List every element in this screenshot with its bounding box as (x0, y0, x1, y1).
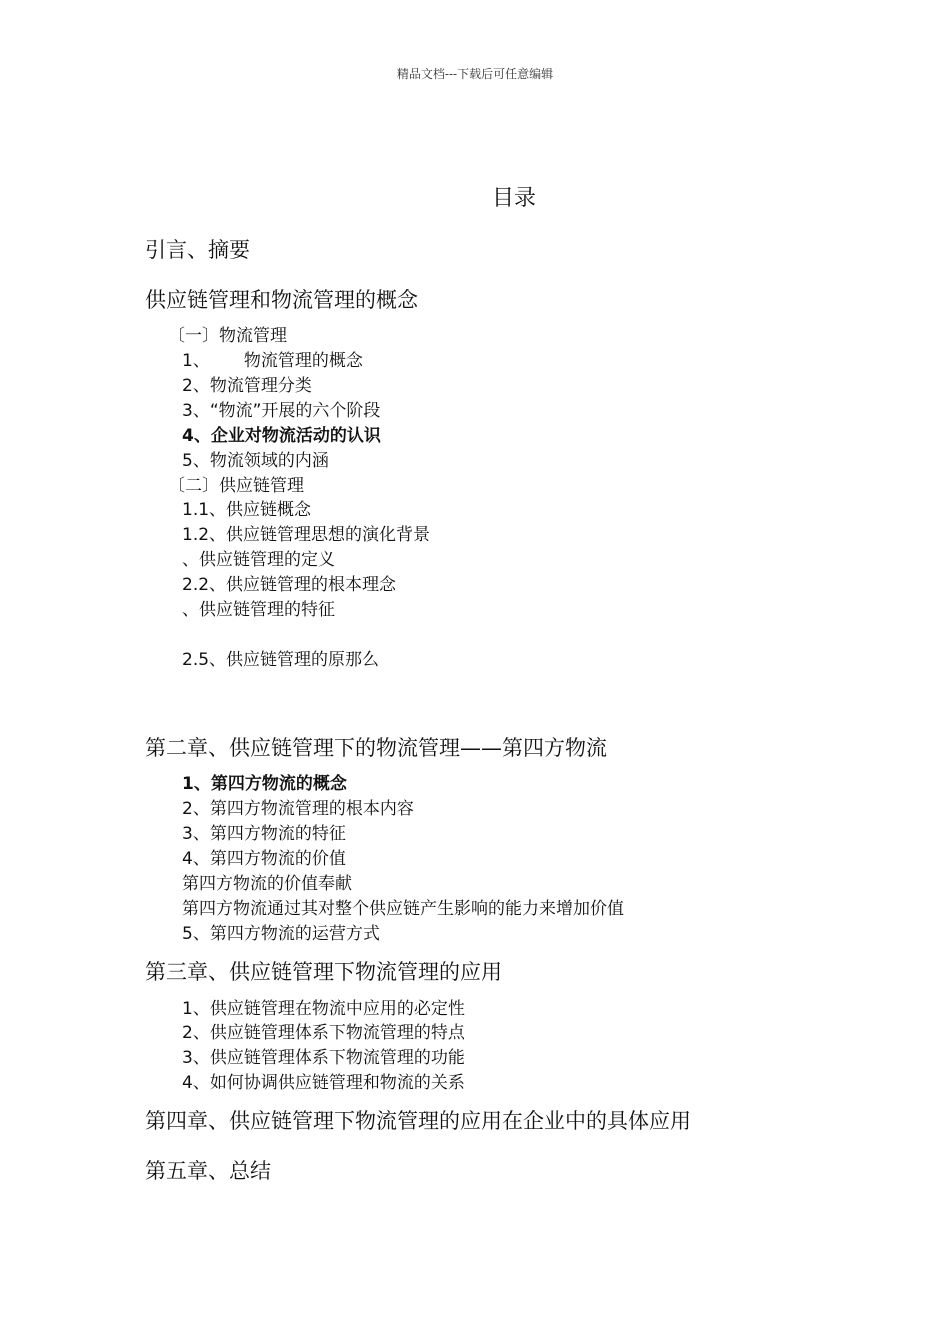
toc-item: 1、供应链管理在物流中应用的必定性 (182, 999, 465, 1019)
toc-item: 2、第四方物流管理的根本内容 (182, 799, 414, 819)
toc-item: 1、第四方物流的概念 (182, 774, 347, 794)
toc-item-number: 1、 (182, 351, 210, 371)
toc-intro: 引言、摘要 (145, 238, 250, 262)
toc-item: 1.1、供应链概念 (182, 500, 312, 520)
toc-item: 5、第四方物流的运营方式 (182, 924, 380, 944)
toc-item: 2、物流管理分类 (182, 376, 312, 396)
toc-item: 1.2、供应链管理思想的演化背景 (182, 525, 431, 545)
toc-item: 、供应链管理的定义 (182, 550, 335, 570)
toc-item: 5、物流领域的内涵 (182, 451, 329, 471)
toc-section-1: 〔一〕物流管理 (168, 326, 287, 346)
toc-chapter-5: 第五章、总结 (145, 1159, 271, 1183)
toc-item (182, 353, 363, 370)
toc-item: 4、如何协调供应链管理和物流的关系 (182, 1073, 465, 1093)
toc-item: 3、供应链管理体系下物流管理的功能 (182, 1048, 465, 1068)
toc-chapter-2: 第二章、供应链管理下的物流管理——第四方物流 (145, 736, 607, 760)
toc-item: 4、企业对物流活动的认识 (182, 426, 381, 446)
toc-chapter-3: 第三章、供应链管理下物流管理的应用 (145, 960, 502, 984)
toc-item-text: 物流管理的概念 (243, 351, 363, 371)
toc-item: 、供应链管理的特征 (182, 600, 335, 620)
toc-section-2: 〔二〕供应链管理 (168, 476, 304, 496)
toc-item: 3、第四方物流的特征 (182, 824, 346, 844)
toc-item: 第四方物流通过其对整个供应链产生影响的能力来增加价值 (182, 899, 624, 919)
toc-chapter-1: 供应链管理和物流管理的概念 (145, 288, 418, 312)
toc-item: 3、“物流”开展的六个阶段 (182, 401, 381, 421)
toc-chapter-4: 第四章、供应链管理下物流管理的应用在企业中的具体应用 (145, 1109, 691, 1133)
toc-item: 2.5、供应链管理的原那么 (182, 650, 380, 670)
page-header: 精品文档---下载后可任意编辑 (396, 67, 554, 81)
toc-item: 2.2、供应链管理的根本理念 (182, 575, 397, 595)
toc-item: 第四方物流的价值奉献 (182, 874, 352, 894)
toc-item: 2、供应链管理体系下物流管理的特点 (182, 1023, 465, 1043)
page-title: 目录 (491, 186, 536, 211)
toc-item: 4、第四方物流的价值 (182, 849, 346, 869)
